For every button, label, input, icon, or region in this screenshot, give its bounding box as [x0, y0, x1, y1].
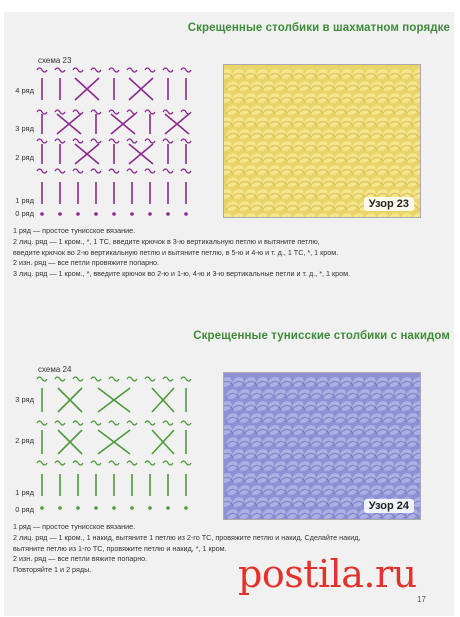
row-label: 3 ряд — [15, 395, 34, 404]
chain-stitch-symbol — [55, 68, 65, 72]
chain-stitch-symbol — [37, 377, 47, 381]
row-label: 2 ряд — [15, 436, 34, 445]
chain-stitch-symbol — [181, 68, 191, 72]
loop-dot-symbol — [112, 212, 116, 216]
chain-stitch-symbol — [55, 169, 65, 173]
chain-stitch-symbol — [127, 461, 137, 465]
description-line: 2 изн. ряд — все петли провяжите попарно. — [13, 258, 160, 268]
chain-stitch-symbol — [55, 110, 65, 114]
pattern-swatch-23 — [223, 64, 421, 218]
description-line: 1 ряд — простое тунисское вязание. — [13, 522, 136, 531]
loop-dot-symbol — [76, 212, 80, 216]
chain-stitch-symbol — [73, 377, 83, 381]
chain-stitch-symbol — [163, 377, 173, 381]
row-label: 1 ряд — [15, 196, 34, 205]
chain-stitch-symbol — [91, 461, 101, 465]
chain-stitch-symbol — [37, 421, 47, 425]
chain-stitch-symbol — [145, 169, 155, 173]
loop-dot-symbol — [94, 212, 98, 216]
description-line: 2 лиц. ряд — 1 кром., 1 накид, вытяните 1 петлю из 2-го ТС, провяжите петлю и накид. Сделайте накид, — [13, 532, 361, 542]
chain-stitch-symbol — [127, 110, 137, 114]
chain-stitch-symbol — [181, 377, 191, 381]
chain-stitch-symbol — [37, 110, 47, 114]
chain-stitch-symbol — [55, 461, 65, 465]
row-label: 0 ряд — [15, 505, 34, 514]
chain-stitch-symbol — [145, 110, 155, 114]
chain-stitch-symbol — [109, 110, 119, 114]
chain-stitch-symbol — [163, 169, 173, 173]
pattern-badge-23: Узор 23 — [364, 197, 414, 211]
chain-stitch-symbol — [91, 377, 101, 381]
chain-stitch-symbol — [145, 139, 155, 143]
scheme-label-23: схема 23 — [38, 56, 72, 65]
loop-dot-symbol — [112, 506, 116, 510]
chain-stitch-symbol — [73, 110, 83, 114]
chain-stitch-symbol — [127, 68, 137, 72]
chain-stitch-symbol — [145, 421, 155, 425]
chain-stitch-symbol — [163, 421, 173, 425]
chain-stitch-symbol — [181, 421, 191, 425]
chain-stitch-symbol — [91, 421, 101, 425]
chain-stitch-symbol — [73, 139, 83, 143]
chain-stitch-symbol — [127, 169, 137, 173]
chain-stitch-symbol — [163, 68, 173, 72]
row-label: 4 ряд — [15, 86, 34, 95]
chain-stitch-symbol — [145, 377, 155, 381]
loop-dot-symbol — [58, 212, 62, 216]
chain-stitch-symbol — [109, 377, 119, 381]
section-title-23: Скрещенные столбики в шахматном порядке — [187, 22, 450, 34]
description-line: 2 лиц. ряд — 1 кром., *, 1 ТС, введите крючок в 3-ю вертикальную петлю и вытяните петлю, — [13, 236, 320, 246]
loop-dot-symbol — [148, 506, 152, 510]
description-line: вытяните петлю из 1-го ТС, провяжите петлю и накид, *, 1 кром. — [13, 543, 227, 553]
description-line: 3 лиц. ряд — 1 кром., *, введите крючок во 2-ю и 1-ю, 4-ю и 3-ю вертикальные петли и т. д., *, 1 кром. — [13, 269, 351, 279]
description-line: 2 изн. ряд — все петли вяжите попарно. — [13, 554, 148, 564]
chain-stitch-symbol — [181, 169, 191, 173]
chain-stitch-symbol — [55, 421, 65, 425]
loop-dot-symbol — [76, 506, 80, 510]
chain-stitch-symbol — [127, 377, 137, 381]
chain-stitch-symbol — [55, 139, 65, 143]
row-label: 2 ряд — [15, 153, 34, 162]
chain-stitch-symbol — [145, 68, 155, 72]
chain-stitch-symbol — [145, 461, 155, 465]
chain-stitch-symbol — [73, 421, 83, 425]
loop-dot-symbol — [40, 506, 44, 510]
description-line: 1 ряд — простое тунисское вязание. — [13, 226, 136, 235]
crochet-scheme-24 — [36, 370, 196, 520]
row-label: 3 ряд — [15, 124, 34, 133]
chain-stitch-symbol — [181, 461, 191, 465]
chain-stitch-symbol — [37, 461, 47, 465]
watermark-logo: postila.ru — [238, 552, 417, 596]
loop-dot-symbol — [40, 212, 44, 216]
chain-stitch-symbol — [127, 139, 137, 143]
page-number: 17 — [417, 595, 426, 604]
pattern-badge-24: Узор 24 — [364, 499, 414, 513]
chain-stitch-symbol — [37, 169, 47, 173]
loop-dot-symbol — [184, 212, 188, 216]
loop-dot-symbol — [130, 506, 134, 510]
chain-stitch-symbol — [109, 169, 119, 173]
loop-dot-symbol — [130, 212, 134, 216]
description-line: Повторяйте 1 и 2 ряды. — [13, 565, 92, 575]
chain-stitch-symbol — [37, 139, 47, 143]
loop-dot-symbol — [166, 506, 170, 510]
section-title-24: Скрещенные тунисские столбики с накидом — [193, 330, 450, 342]
chain-stitch-symbol — [109, 68, 119, 72]
loop-dot-symbol — [148, 212, 152, 216]
row-label: 0 ряд — [15, 209, 34, 218]
chain-stitch-symbol — [91, 139, 101, 143]
chain-stitch-symbol — [181, 110, 191, 114]
loop-dot-symbol — [166, 212, 170, 216]
chain-stitch-symbol — [163, 139, 173, 143]
loop-dot-symbol — [94, 506, 98, 510]
row-label: 1 ряд — [15, 488, 34, 497]
chain-stitch-symbol — [91, 169, 101, 173]
loop-dot-symbol — [58, 506, 62, 510]
chain-stitch-symbol — [127, 421, 137, 425]
chain-stitch-symbol — [163, 110, 173, 114]
chain-stitch-symbol — [109, 421, 119, 425]
chain-stitch-symbol — [91, 110, 101, 114]
chain-stitch-symbol — [163, 461, 173, 465]
chain-stitch-symbol — [73, 68, 83, 72]
description-line: введите крючок во 2-ю вертикальную петлю и вытяните петлю, в 5-ю и 4-ю и т. д., 1 ТС, *, 1 кром. — [13, 247, 339, 257]
chain-stitch-symbol — [91, 68, 101, 72]
loop-dot-symbol — [184, 506, 188, 510]
chain-stitch-symbol — [55, 377, 65, 381]
chain-stitch-symbol — [73, 461, 83, 465]
description-23 — [13, 226, 443, 280]
pattern-swatch-24 — [223, 372, 421, 520]
scheme-label-24: схема 24 — [38, 365, 72, 374]
chain-stitch-symbol — [109, 139, 119, 143]
chain-stitch-symbol — [73, 169, 83, 173]
chain-stitch-symbol — [109, 461, 119, 465]
chain-stitch-symbol — [181, 139, 191, 143]
chain-stitch-symbol — [37, 68, 47, 72]
crochet-scheme-23 — [36, 62, 196, 222]
